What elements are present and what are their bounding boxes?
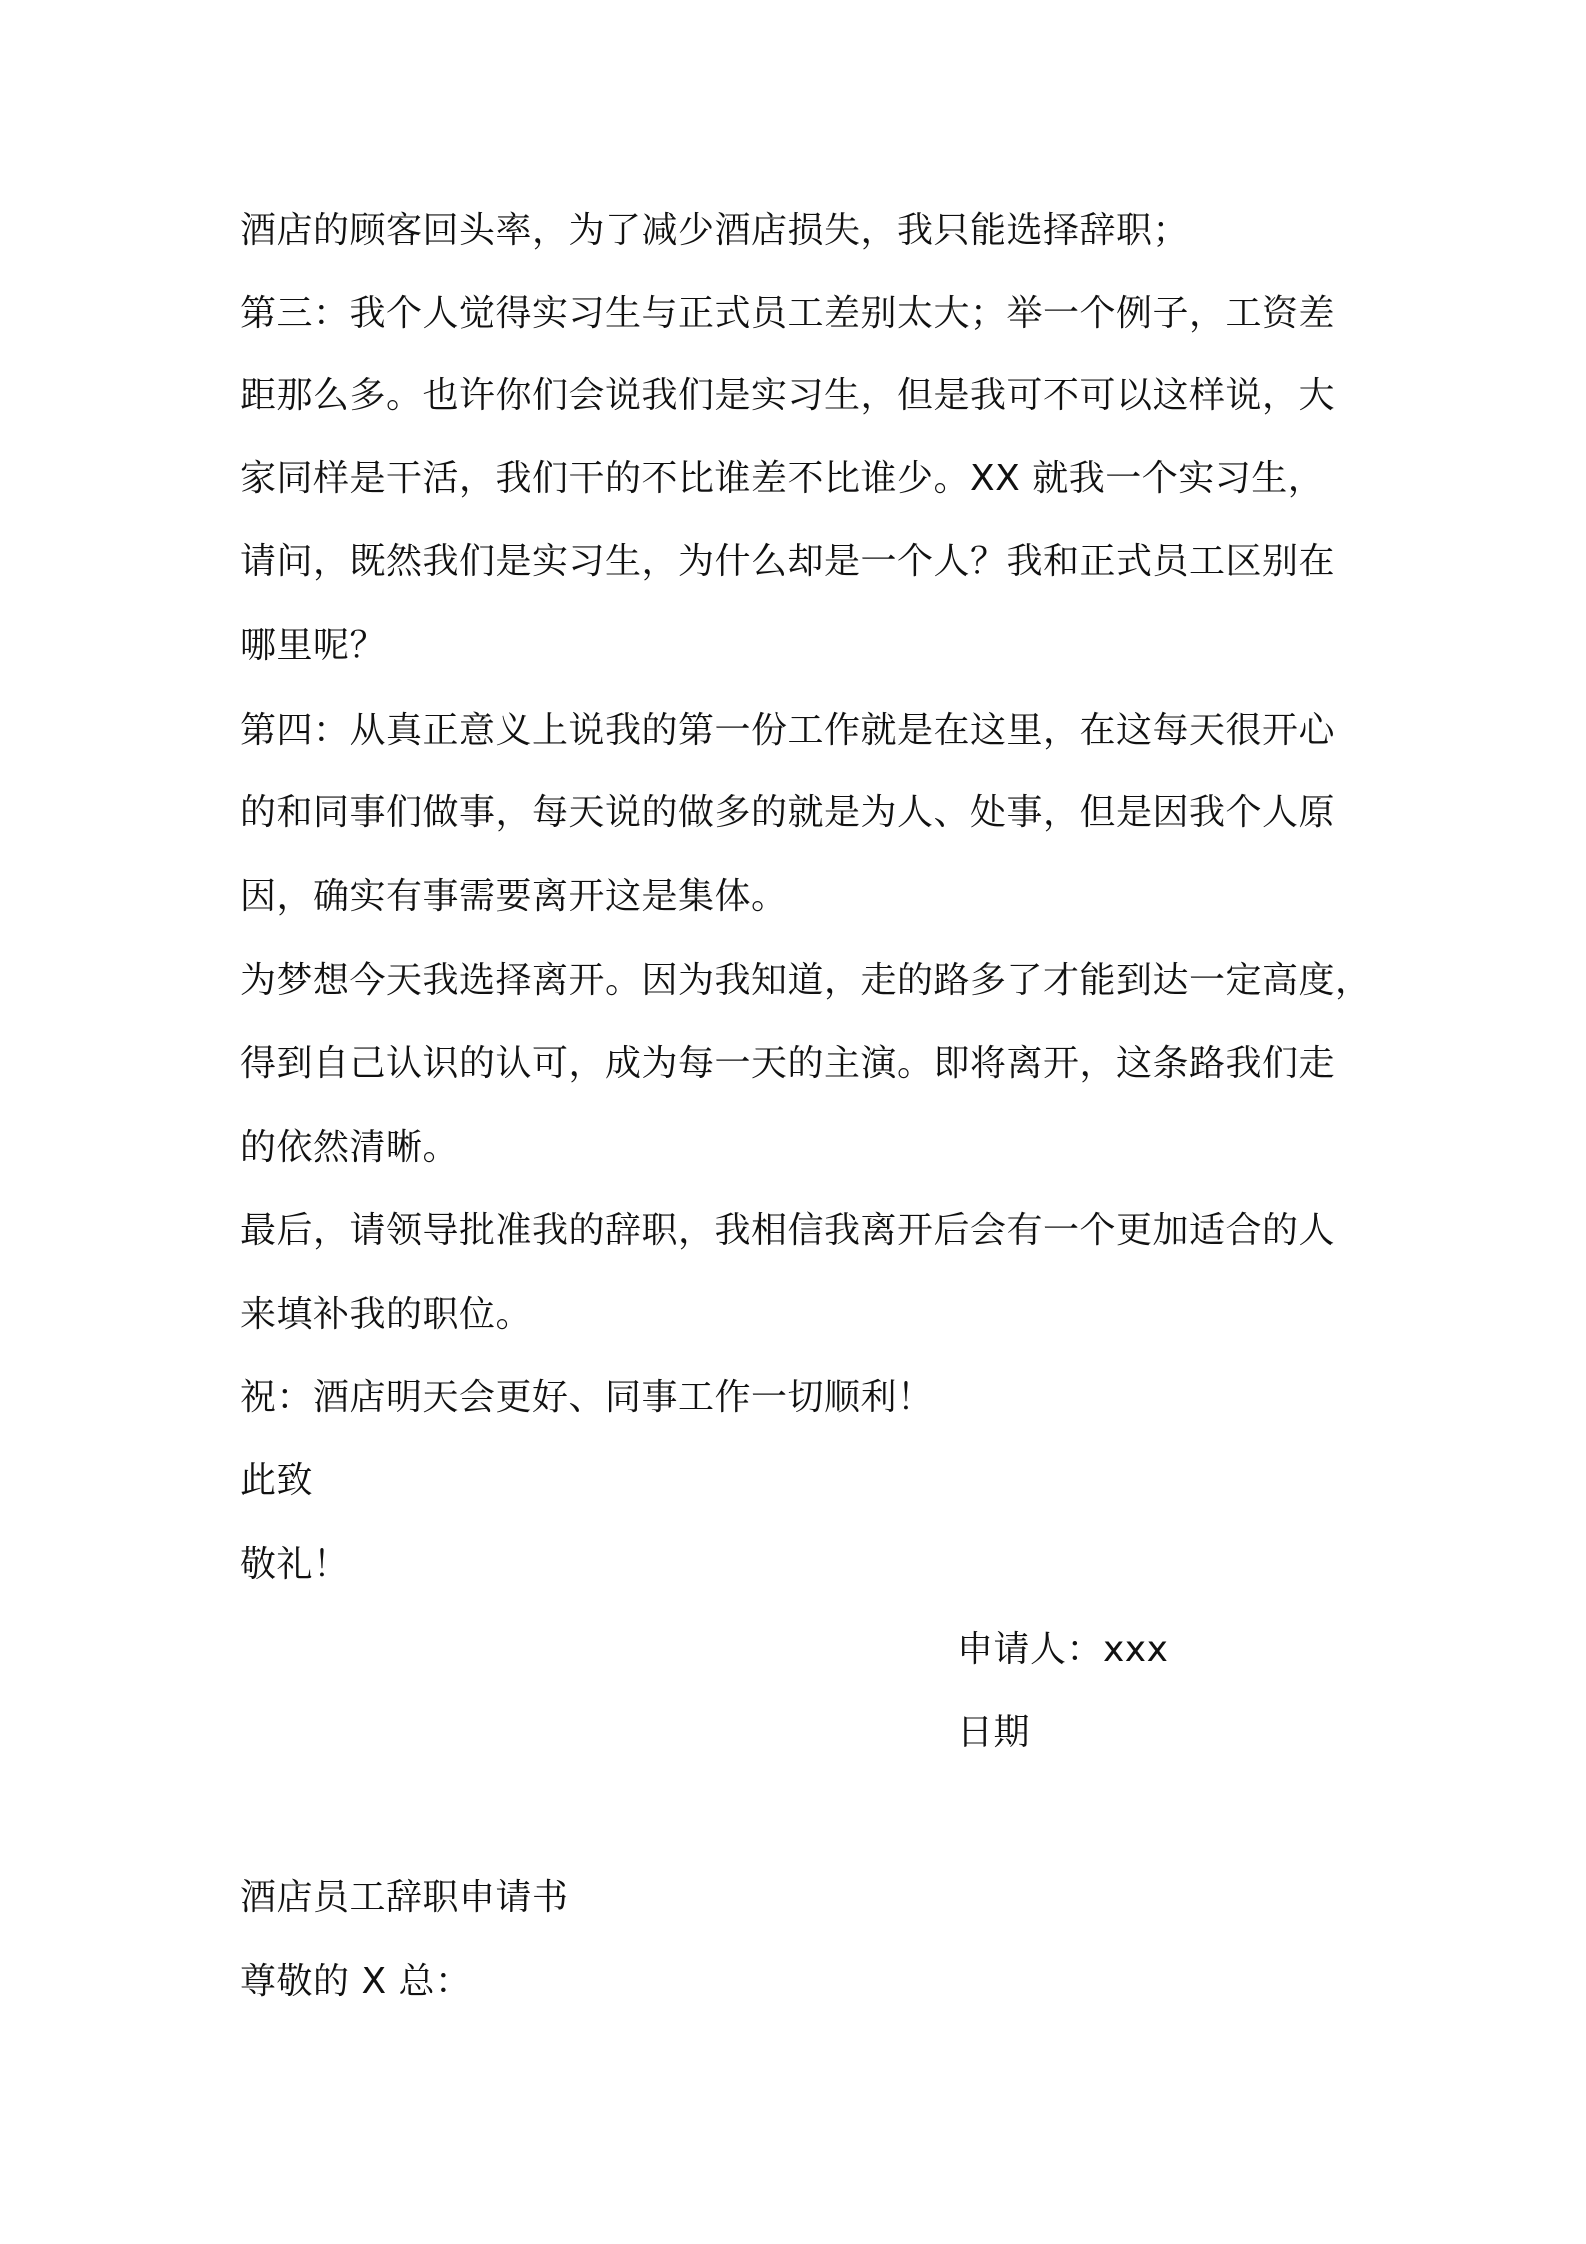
closing-salutation: 此致 xyxy=(240,1460,314,1501)
body-line: 酒店的顾客回头率，为了减少酒店损失，我只能选择辞职； xyxy=(240,210,1190,251)
closing-wish: 祝：酒店明天会更好、同事工作一切顺利！ xyxy=(240,1377,934,1418)
body-line: 得到自己认识的认可，成为每一天的主演。即将离开，这条路我们走 xyxy=(240,1043,1336,1084)
body-line: 因，确实有事需要离开这是集体。 xyxy=(240,876,788,917)
body-line: 来填补我的职位。 xyxy=(240,1294,533,1335)
body-line: 的和同事们做事，每天说的做多的就是为人、处事，但是因我个人原 xyxy=(240,792,1336,833)
body-line: 第三：我个人觉得实习生与正式员工差别太大；举一个例子，工资差 xyxy=(240,293,1336,334)
body-line: 请问，既然我们是实习生，为什么却是一个人？我和正式员工区别在 xyxy=(240,541,1336,582)
body-line: 的依然清晰。 xyxy=(240,1127,460,1168)
body-line: 最后，请领导批准我的辞职，我相信我离开后会有一个更加适合的人 xyxy=(240,1210,1336,1251)
body-line: 距那么多。也许你们会说我们是实习生，但是我可不可以这样说，大 xyxy=(240,375,1336,416)
body-line: 第四：从真正意义上说我的第一份工作就是在这里，在这每天很开心 xyxy=(240,710,1336,751)
letter-title: 酒店员工辞职申请书 xyxy=(240,1877,569,1918)
signature-date: 日期 xyxy=(957,1712,1031,1753)
letter-greeting: 尊敬的 X 总： xyxy=(240,1961,472,2002)
closing-salutation: 敬礼！ xyxy=(240,1544,350,1585)
applicant-signature: 申请人：xxx xyxy=(957,1629,1169,1670)
body-line: 哪里呢？ xyxy=(240,625,387,666)
body-line: 为梦想今天我选择离开。因为我知道，走的路多了才能到达一定高度， xyxy=(240,960,1372,1001)
body-line: 家同样是干活，我们干的不比谁差不比谁少。XX 就我一个实习生， xyxy=(240,458,1325,499)
